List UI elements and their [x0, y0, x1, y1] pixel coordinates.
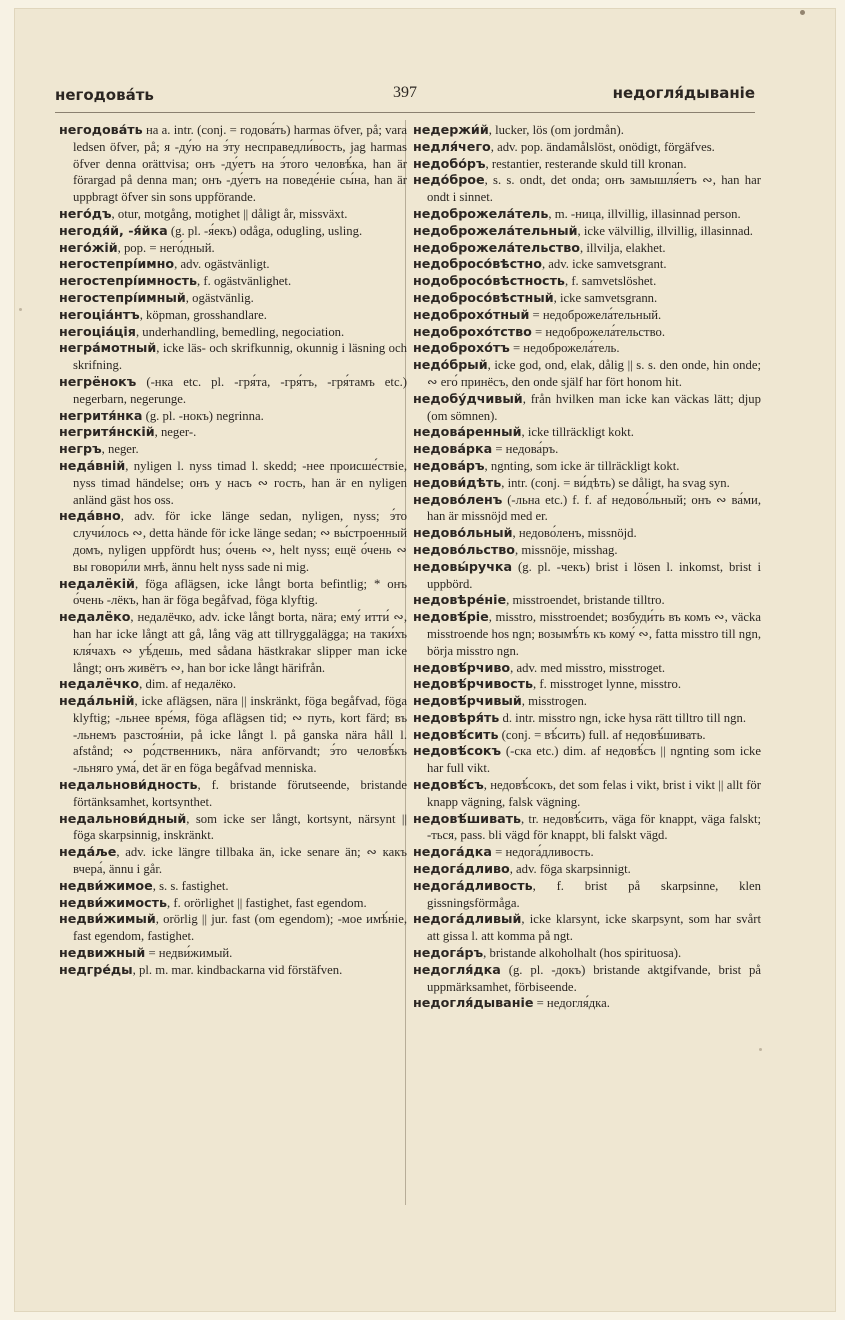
entry-definition: = недога́дливость.	[491, 845, 594, 860]
entry-headword: недова́ренный	[413, 424, 522, 440]
dictionary-entry	[59, 307, 407, 324]
dictionary-entry	[413, 223, 761, 240]
entry-headword: недога́дка	[413, 844, 492, 860]
entry-headword: недобо́ръ	[413, 155, 486, 171]
dictionary-entry	[59, 508, 407, 575]
entry-headword: недовѣ́рчивый	[413, 693, 522, 709]
entry-headword: негодя́й, -я́йка	[59, 222, 168, 238]
entry-definition: , недалёчко, adv. icke långt borta, nära; ему́ итти́ ∾, han har icke långt att gå, lång väg att tillryggalägga; на таки́хъ кля́чахъ ∾ уѣ́дешь, med sådana hästkrakar slipper man icke långt; онъ живётъ ∾, han bor icke långt härifrån.	[73, 610, 407, 675]
entry-headword: недобу́дчивый	[413, 390, 523, 406]
entry-definition: , missnöje, misshag.	[515, 542, 618, 557]
entry-headword: неда́вній	[59, 457, 126, 473]
dictionary-entry	[59, 240, 407, 257]
dictionary-entry	[413, 340, 761, 357]
entry-headword: недоброжела́тельство	[413, 239, 580, 255]
entry-headword: негритя́нскій	[59, 424, 155, 440]
entry-definition: , lucker, lös (om jordmån).	[488, 123, 624, 137]
entry-headword: негра́мотный	[59, 340, 157, 356]
dictionary-entry	[413, 945, 761, 962]
running-head-right: недогля́дываніе	[612, 84, 755, 102]
dictionary-entry	[59, 324, 407, 341]
entry-headword: недо́брое	[413, 172, 485, 188]
entry-headword: недоброжела́тельный	[413, 222, 578, 238]
dictionary-entry	[413, 559, 761, 593]
entry-headword: недово́льный	[413, 525, 513, 541]
entry-headword: недога́дливый	[413, 911, 522, 927]
entry-definition: , neger-.	[154, 425, 197, 440]
entry-definition: , adv. föga skarpsinnigt.	[509, 862, 631, 877]
dictionary-entry	[413, 727, 761, 744]
entry-definition: , från hvilken man icke kan väckas lätt; djup (om sömnen).	[427, 391, 761, 423]
dictionary-entry	[59, 424, 407, 441]
entry-headword: недовѣ́сить	[413, 726, 499, 742]
entry-headword: недальнови́дность	[59, 777, 198, 793]
entry-definition: , icke läs- och skrifkunnig, okunnig i läsning och skrifning.	[73, 341, 407, 373]
entry-headword: негоціа́ція	[59, 323, 136, 339]
entry-definition: , köpman, grosshandlare.	[139, 307, 267, 322]
entry-definition: , icke välvillig, illvillig, illasinnad.	[577, 223, 753, 238]
entry-definition: , illvilja, elakhet.	[579, 240, 666, 255]
entry-headword: недовѣ́ріе	[413, 609, 489, 625]
entry-headword: недога́дливость	[413, 877, 533, 893]
entry-headword: недовы́ручка	[413, 558, 513, 574]
entry-headword: недгре́ды	[59, 961, 133, 977]
ink-speck	[759, 1048, 762, 1051]
entry-headword: негритя́нка	[59, 407, 143, 423]
dictionary-entry	[59, 777, 407, 811]
entry-definition: , f. bristande förutseende, bristande förtänksamhet, kortsynthet.	[73, 778, 407, 809]
entry-definition: , föga aflägsen, icke långt borta befintlig; * онъ о́чень -лёкъ, han är föga begåfvad, föga klyftig.	[73, 576, 407, 608]
entry-definition: , icke aflägsen, nära || inskränkt, föga begåfvad, föga klyftig; -льнее вре́мя, föga aflägsen tid; ∾ путь, kort färd; въ -льнемъ разстоя́ніи, på icke långt l. på ganska nära håll l. afstånd; ∾ ро́дственникъ, nära anförvandt; э́то человѣ́къ -льняго ума́, det är en föga begåfvad menniska.	[73, 694, 407, 776]
dictionary-entry	[59, 962, 407, 979]
dictionary-entry	[59, 895, 407, 912]
entry-headword: него́жій	[59, 239, 118, 255]
entry-definition: , adv. icke samvetsgrant.	[541, 257, 667, 272]
entry-definition: , недово́ленъ, missnöjd.	[512, 526, 637, 541]
entry-headword: недовѣря́ть	[413, 709, 500, 725]
dictionary-entry	[59, 458, 407, 508]
entry-headword: недовѣ́шивать	[413, 810, 522, 826]
entry-headword: недальнови́дный	[59, 810, 187, 826]
dictionary-entry	[413, 861, 761, 878]
entry-definition: , m. -ница, illvillig, illasinnad person.	[548, 206, 741, 221]
dictionary-entry	[413, 290, 761, 307]
entry-definition: , f. misstroget lynne, misstro.	[533, 677, 682, 692]
dictionary-entry	[413, 878, 761, 912]
dictionary-entry	[413, 156, 761, 173]
entry-definition: , adv. för icke länge sedan, nyligen, nyss; э́то случи́лось ∾, detta hände för icke länge sedan; ∾ вы́строенный домъ, nyligen uppfördt hus; о́чень ∾, helt nyss; ещё о́чень ∾ вы говори́ли мнѣ, ännu helt nyss sade ni mig.	[73, 509, 407, 574]
entry-headword: негодова́ть	[59, 122, 143, 137]
entry-definition: d. intr. misstro ngn, icke hysa rätt tilltro till ngn.	[499, 710, 746, 725]
entry-headword: недержи́й	[413, 122, 489, 137]
entry-definition: , f. ogästvänlighet.	[197, 274, 292, 289]
right-column	[413, 122, 761, 1012]
header-rule	[55, 112, 755, 113]
dictionary-entry	[413, 777, 761, 811]
left-column	[59, 122, 407, 979]
dictionary-entry	[413, 273, 761, 290]
entry-definition: , f. orörlighet || fastighet, fast egendom.	[167, 895, 367, 910]
entry-definition: (-льна etc.) f. f. af недово́льный; онъ ∾ ва́ми, han är missnöjd med er.	[427, 492, 761, 524]
dictionary-entry	[59, 223, 407, 240]
entry-definition: , misstroendet, bristande tilltro.	[506, 593, 665, 608]
entry-headword: недовѣ́рчивость	[413, 676, 534, 692]
dictionary-entry	[59, 676, 407, 693]
entry-definition: (-нка etc. pl. -гря́та, -гря́тъ, -гря́тамъ etc.) negerbarn, negerunge.	[73, 374, 407, 406]
dictionary-entry	[413, 492, 761, 526]
entry-headword: недогля́дка	[413, 961, 501, 977]
entry-headword: недалёкій	[59, 575, 135, 591]
dictionary-entry	[59, 374, 407, 408]
entry-definition: , icke god, ond, elak, dålig || s. s. den onde, hin onde; ∾ его́ принёсъ, den onde själf har fört honom hit.	[427, 358, 761, 389]
entry-definition: , adv. ogästvänligt.	[174, 257, 270, 272]
entry-headword: недова́ръ	[413, 457, 485, 473]
entry-definition: , недовѣ́сокъ, det som felas i vikt, brist i vikt || allt för knapp vägning, falsk vägning.	[427, 778, 761, 809]
entry-headword: неда́льній	[59, 693, 135, 709]
entry-headword: недовѣ́съ	[413, 777, 484, 793]
dictionary-entry	[413, 475, 761, 492]
entry-definition: = недова́ръ.	[492, 442, 559, 457]
dictionary-entry	[413, 307, 761, 324]
dictionary-entry	[413, 542, 761, 559]
dictionary-entry	[413, 256, 761, 273]
entry-definition: = недви́жимый.	[145, 946, 233, 961]
entry-headword: недобросо́вѣстный	[413, 289, 554, 305]
entry-definition: = недогля́дка.	[533, 996, 610, 1011]
dictionary-entry	[413, 424, 761, 441]
entry-definition: на a. intr. (conj. = годова́ть) harmas öfver, på; vara ledsen öfver, på; я -ду́ю на э́ту несправедли́вость, jag harmas öfver denna orättvisa; онъ -ду́етъ на э́того человѣ́ка, han är förargad på denna man; онъ -ду́етъ на поведе́ніе сы́на, han är uppbragt öfver sin sons uppförande.	[73, 123, 407, 205]
entry-headword: недви́жимость	[59, 894, 168, 910]
entry-definition: , s. s. fastighet.	[152, 878, 229, 893]
entry-headword: недово́льство	[413, 541, 516, 557]
dictionary-entry	[59, 273, 407, 290]
ink-speck	[19, 308, 22, 311]
dictionary-entry	[59, 844, 407, 878]
entry-definition: , misstro, misstroendet; возбуди́ть въ комъ ∾, väcka misstroende hos ngn; возымѣ́ть къ кому́ ∾, fatta misstro till ngn, börja misstro ngn.	[427, 610, 761, 658]
entry-definition: = недоброжела́тельный.	[529, 307, 662, 322]
dictionary-entry	[413, 592, 761, 609]
entry-definition: , underhandling, bemedling, negociation.	[135, 324, 345, 339]
dictionary-entry	[59, 122, 407, 206]
entry-definition: , ngnting, som icke är tillräckligt kokt.	[484, 458, 680, 473]
entry-definition: , icke tillräckligt kokt.	[521, 425, 634, 440]
dictionary-entry	[59, 441, 407, 458]
ink-speck	[800, 10, 805, 15]
entry-headword: негостепрі́имный	[59, 289, 186, 305]
dictionary-entry	[413, 911, 761, 945]
entry-definition: , misstrogen.	[521, 694, 587, 709]
entry-definition: , neger.	[101, 442, 139, 457]
entry-headword: недога́дливо	[413, 861, 510, 877]
entry-headword: негрёнокъ	[59, 373, 137, 389]
entry-definition: , restantier, resterande skuld till kronan.	[485, 156, 687, 171]
dictionary-entry	[413, 609, 761, 659]
dictionary-entry	[59, 408, 407, 425]
entry-definition: , icke klarsynt, icke skarpsynt, som har svårt att gissa l. att komma på ngt.	[427, 912, 761, 944]
entry-headword: неда́ље	[59, 844, 117, 860]
dictionary-entry	[413, 324, 761, 341]
entry-definition: , dim. af недалёко.	[139, 677, 237, 692]
entry-definition: , intr. (conj. = ви́дѣть) se dåligt, ha svag syn.	[501, 475, 730, 490]
page-header	[55, 82, 755, 112]
dictionary-entry	[413, 441, 761, 458]
entry-headword: нодобросо́вѣстность	[413, 273, 565, 289]
entry-definition: , nyligen l. nyss timad l. skedd; -нее происше́ствіе, nyss timad händelse; онъ у насъ ∾ гость, han är en nyligen anländ gäst hos oss.	[73, 458, 407, 507]
entry-definition: , bristande alkoholhalt (hos spirituosa).	[483, 946, 682, 961]
dictionary-entry	[413, 710, 761, 727]
page-number: 397	[393, 84, 417, 101]
dictionary-entry	[413, 995, 761, 1012]
dictionary-entry	[413, 693, 761, 710]
dictionary-entry	[59, 206, 407, 223]
dictionary-entry	[59, 340, 407, 374]
entry-definition: , ogästvänlig.	[185, 290, 254, 305]
entry-headword: негръ	[59, 441, 102, 457]
entry-headword: недви́жимое	[59, 877, 153, 893]
entry-headword: недля́чего	[413, 138, 491, 154]
entry-definition: (-ска etc.) dim. af недовѣ́съ || ngnting som icke har full vikt.	[427, 744, 761, 776]
entry-headword: недовѣ́сокъ	[413, 743, 502, 759]
entry-headword: недови́дѣть	[413, 474, 502, 490]
entry-headword: недоброхо́тный	[413, 306, 530, 322]
entry-headword: недалёко	[59, 609, 131, 625]
entry-headword: недово́ленъ	[413, 491, 503, 507]
entry-definition: = недоброжела́тель.	[509, 341, 620, 356]
entry-headword: недалёчко	[59, 676, 140, 692]
entry-definition: , adv. med misstro, misstroget.	[510, 660, 666, 675]
entry-headword: недога́ръ	[413, 945, 484, 961]
entry-definition: , pop. = него́дный.	[117, 240, 215, 255]
entry-definition: , f. samvetslöshet.	[564, 274, 657, 289]
entry-headword: него́дъ	[59, 205, 112, 221]
entry-definition: (g. pl. -докъ) bristande aktgifvande, brist på uppmärksamhet, förbiseende.	[427, 962, 761, 994]
entry-headword: недо́брый	[413, 357, 488, 373]
dictionary-entry	[59, 576, 407, 610]
dictionary-entry	[413, 660, 761, 677]
entry-definition: , pl. m. mar. kindbackarna vid förstäfven.	[132, 962, 343, 977]
dictionary-entry	[59, 945, 407, 962]
dictionary-entry	[59, 290, 407, 307]
dictionary-entry	[413, 206, 761, 223]
entry-definition: , s. s. ondt, det onda; онъ замышля́етъ ∾, han har ondt i sinnet.	[427, 173, 761, 205]
dictionary-entry	[59, 256, 407, 273]
dictionary-entry	[413, 676, 761, 693]
entry-definition: , som icke ser långt, kortsynt, närsynt || föga skarpsinnig, inskränkt.	[73, 811, 407, 843]
entry-headword: недова́рка	[413, 441, 493, 457]
entry-headword: недобросо́вѣстно	[413, 256, 542, 272]
entry-definition: (g. pl. -нокъ) negrinna.	[142, 408, 264, 423]
dictionary-entry	[59, 878, 407, 895]
dictionary-entry	[59, 609, 407, 676]
entry-headword: недоброхо́тство	[413, 323, 532, 339]
dictionary-entry	[413, 240, 761, 257]
dictionary-entry	[413, 811, 761, 845]
entry-definition: (g. pl. -я́екъ) odåga, odugling, usling.	[167, 223, 363, 238]
entry-definition: = недоброжела́тельство.	[531, 324, 666, 339]
entry-headword: недви́жимый	[59, 911, 156, 927]
entry-definition: , f. brist på skarpsinne, klen gissningsförmåga.	[427, 878, 761, 910]
dictionary-entry	[413, 525, 761, 542]
dictionary-entry	[59, 693, 407, 777]
entry-headword: недоброхо́тъ	[413, 340, 510, 356]
entry-headword: недоброжела́тель	[413, 205, 549, 221]
entry-headword: недвижный	[59, 945, 146, 961]
running-head-left: негодова́ть	[55, 86, 154, 104]
entry-headword: неда́вно	[59, 508, 121, 524]
entry-definition: , adv. pop. ändamålslöst, onödigt, förgäfves.	[490, 139, 715, 154]
dictionary-entry	[413, 391, 761, 425]
entry-headword: недогля́дываніе	[413, 995, 534, 1011]
dictionary-entry	[59, 811, 407, 845]
entry-headword: негоціа́нтъ	[59, 306, 140, 322]
entry-definition: (conj. = вѣ́сить) full. af недовѣ́шивать.	[498, 727, 706, 742]
dictionary-entry	[413, 743, 761, 777]
entry-definition: , orörlig || jur. fast (om egendom); -мое имѣ́ніе, fast egendom, fastighet.	[73, 912, 407, 944]
entry-definition: , otur, motgång, motighet || dåligt år, missväxt.	[111, 206, 348, 221]
entry-headword: негостепрі́имно	[59, 256, 175, 272]
dictionary-entry	[413, 844, 761, 861]
entry-headword: недовѣре́ніе	[413, 592, 507, 608]
dictionary-entry	[413, 139, 761, 156]
entry-headword: недовѣ́рчиво	[413, 659, 511, 675]
entry-definition: (g. pl. -чекъ) brist i lösen l. inkomst, brist i uppbörd.	[427, 559, 761, 591]
dictionary-entry	[413, 458, 761, 475]
dictionary-entry	[413, 122, 761, 139]
dictionary-entry	[413, 357, 761, 391]
entry-headword: негостепрі́имность	[59, 273, 198, 289]
entry-definition: , icke samvetsgrann.	[553, 290, 658, 305]
dictionary-entry	[413, 962, 761, 996]
dictionary-entry	[413, 172, 761, 206]
dictionary-entry	[59, 911, 407, 945]
entry-definition: , adv. icke längre tillbaka än, icke senare än; ∾ какъ вчера́, ännu i går.	[73, 845, 407, 877]
entry-definition: , tr. недовѣ́сить, väga för knappt, väga falskt; -ться, pass. bli vägd för knappt, bli falskt vägd.	[427, 811, 761, 843]
